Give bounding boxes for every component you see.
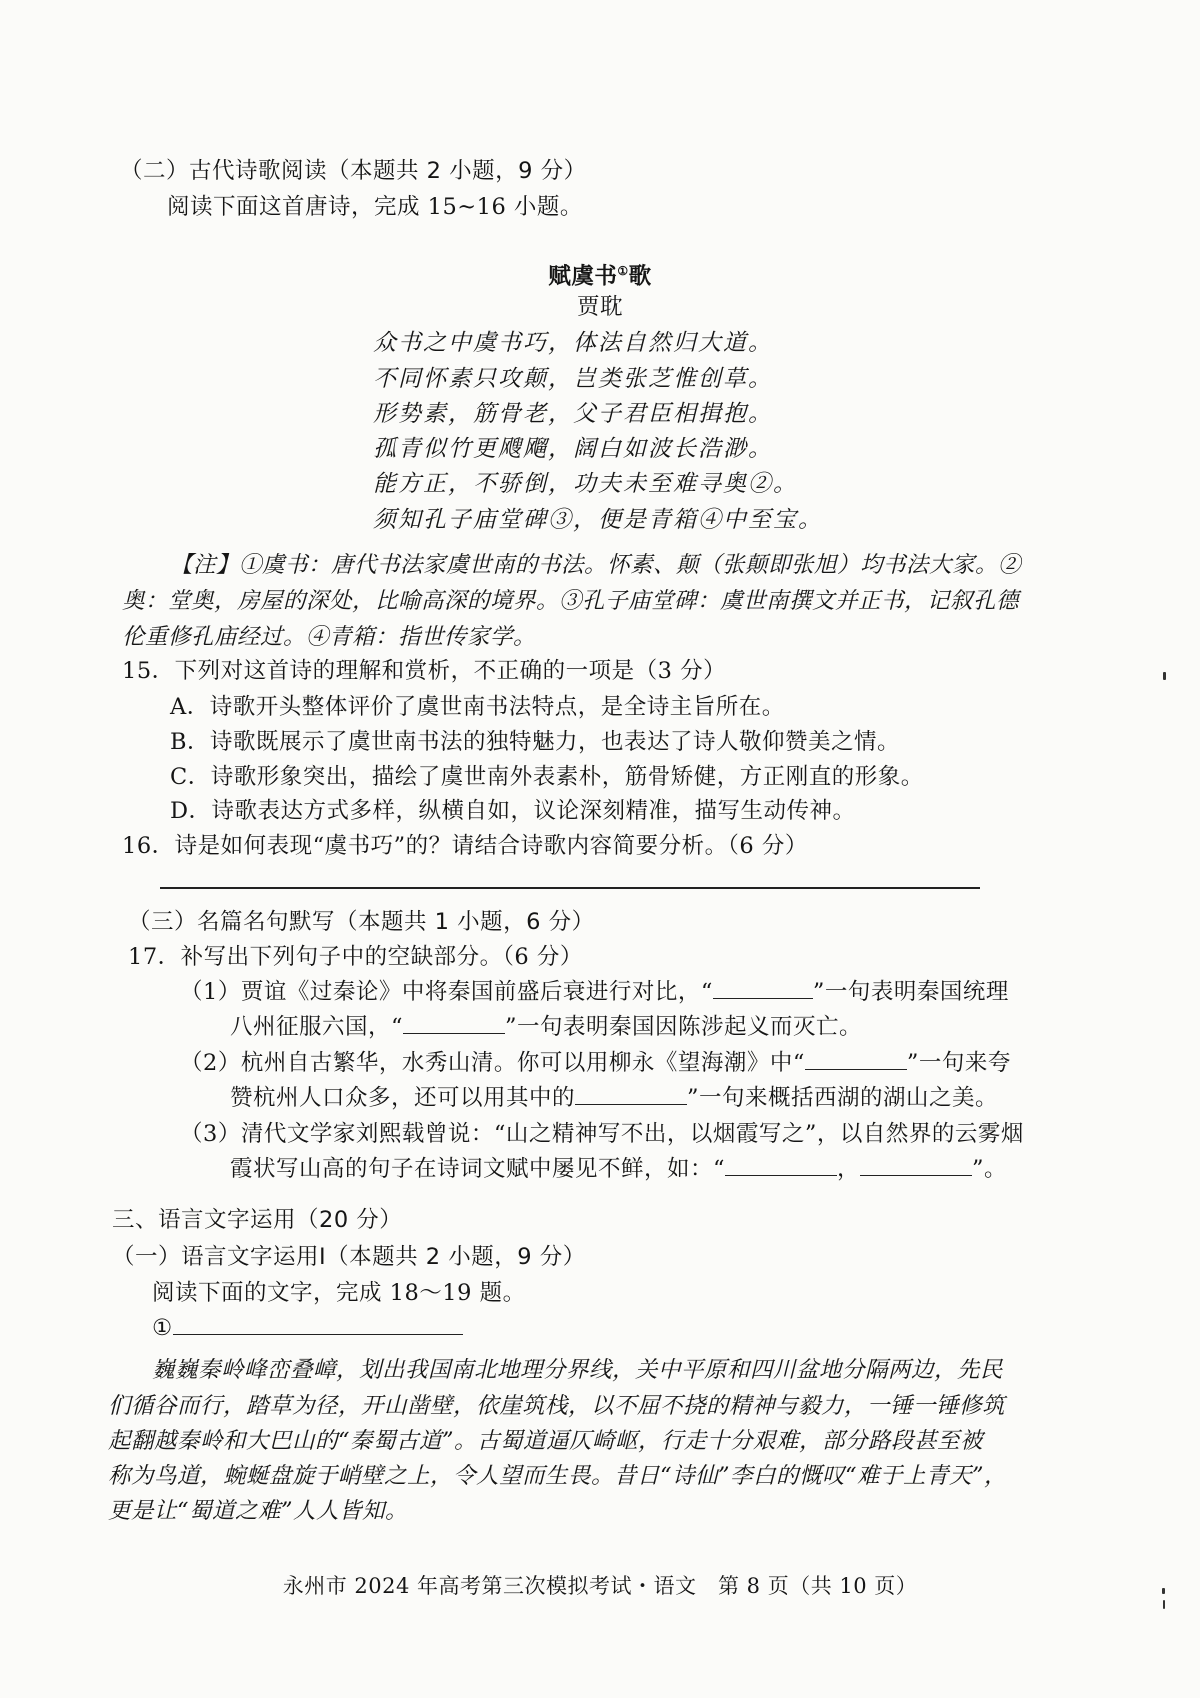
- poem-line: 须知孔子庙堂碑③，便是青箱④中至宝。: [373, 507, 823, 533]
- poem-line: 众书之中虞书巧，体法自然归大道。: [373, 330, 773, 356]
- answer-blank[interactable]: [860, 1153, 972, 1176]
- section-heading: （二）古代诗歌阅读（本题共 2 小题，9 分）: [120, 158, 587, 184]
- scan-speck: [1162, 1588, 1165, 1594]
- question-16-stem: 16．诗是如何表现“虞书巧”的？请结合诗歌内容简要分析。（6 分）: [122, 833, 808, 859]
- answer-line: [160, 887, 980, 889]
- passage-line: 称为鸟道，蜿蜒盘旋于峭壁之上，令人望而生畏。昔日“诗仙”李白的慨叹“难于上青天”，: [108, 1463, 1008, 1489]
- sub-section-heading: （一）语言文字运用Ⅰ（本题共 2 小题，9 分）: [112, 1244, 586, 1270]
- passage-line: 更是让“蜀道之难”人人皆知。: [108, 1498, 409, 1524]
- poem-note: 奥：堂奥，房屋的深处，比喻高深的境界。③孔子庙堂碑：虞世南撰文并正书，记叙孔德: [122, 588, 1020, 614]
- instruction-text: 阅读下面的文字，完成 18～19 题。: [152, 1280, 526, 1306]
- question-17-part-2-line-1: （2）杭州自古繁华，水秀山清。你可以用柳永《望海潮》中“ ”一句来夸: [180, 1046, 1011, 1080]
- answer-blank[interactable]: [713, 976, 813, 999]
- question-17-part-1-line-2: 八州征服六国，“ ”一句表明秦国因陈涉起义而灭亡。: [230, 1010, 862, 1044]
- section-heading: （三）名篇名句默写（本题共 1 小题，6 分）: [128, 909, 595, 935]
- part-heading: 三、语言文字运用（20 分）: [112, 1207, 403, 1233]
- poem-title: 赋虞书①歌: [548, 263, 652, 290]
- question-15-option-d: D．诗歌表达方式多样，纵横自如，议论深刻精准，描写生动传神。: [170, 798, 856, 824]
- page-footer: 永州市 2024 年高考第三次模拟考试・语文 第 8 页（共 10 页）: [282, 1574, 918, 1598]
- poem-line: 能方正，不骄倒，功夫未至难寻奥②。: [373, 471, 798, 497]
- passage-line: 巍巍秦岭峰峦叠嶂，划出我国南北地理分界线，关中平原和四川盆地分隔两边，先民: [152, 1357, 1004, 1383]
- instruction-text: 阅读下面这首唐诗，完成 15~16 小题。: [167, 194, 583, 220]
- poem-line: 孤青似竹更飕飗，阔白如波长浩渺。: [373, 436, 773, 462]
- question-15-option-b: B．诗歌既展示了虞世南书法的独特魅力，也表达了诗人敬仰赞美之情。: [170, 729, 901, 755]
- question-15-option-a: A．诗歌开头整体评价了虞世南书法特点，是全诗主旨所在。: [170, 694, 785, 720]
- poem-note: 伦重修孔庙经过。④青箱：指世传家学。: [122, 624, 537, 650]
- scan-speck: [1163, 1600, 1165, 1609]
- poem-line: 形势素，筋骨老，父子君臣相揖抱。: [373, 401, 773, 427]
- question-17-part-3-line-2: 霞状写山高的句子在诗词文赋中屡见不鲜，如：“ ， ”。: [230, 1152, 1007, 1186]
- question-17-stem: 17．补写出下列句子中的空缺部分。（6 分）: [128, 944, 583, 970]
- poem-line: 不同怀素只攻颠，岂类张芝惟创草。: [373, 366, 773, 392]
- question-15-stem: 15．下列对这首诗的理解和赏析，不正确的一项是（3 分）: [122, 658, 727, 684]
- answer-blank[interactable]: [403, 1011, 505, 1034]
- question-17-part-2-line-2: 赞杭州人口众多，还可以用其中的 ”一句来概括西湖的湖山之美。: [230, 1081, 998, 1115]
- question-17-part-3-line-1: （3）清代文学家刘熙载曾说：“山之精神写不出，以烟霞写之”，以自然界的云雾烟: [180, 1121, 1024, 1147]
- passage-line: 们循谷而行，踏草为径，开山凿壁，依崖筑栈，以不屈不挠的精神与毅力，一锤一锤修筑: [108, 1393, 1006, 1419]
- title-blank-row: ①: [152, 1311, 463, 1345]
- question-15-option-c: C．诗歌形象突出，描绘了虞世南外表素朴，筋骨矫健，方正刚直的形象。: [170, 764, 924, 790]
- question-17-part-1-line-1: （1）贾谊《过秦论》中将秦国前盛后衰进行对比，“ ”一句表明秦国统理: [180, 975, 1009, 1009]
- answer-blank[interactable]: [173, 1312, 463, 1335]
- answer-blank[interactable]: [805, 1047, 907, 1070]
- poem-author: 贾耽: [576, 294, 623, 320]
- poem-note: 【注】①虞书：唐代书法家虞世南的书法。怀素、颠（张颠即张旭）均书法大家。②: [170, 552, 1022, 578]
- answer-blank[interactable]: [725, 1153, 837, 1176]
- answer-blank[interactable]: [575, 1082, 687, 1105]
- scan-speck: [1163, 672, 1166, 680]
- passage-line: 起翻越秦岭和大巴山的“秦蜀古道”。古蜀道逼仄崎岖，行走十分艰难，部分路段甚至被: [108, 1428, 984, 1454]
